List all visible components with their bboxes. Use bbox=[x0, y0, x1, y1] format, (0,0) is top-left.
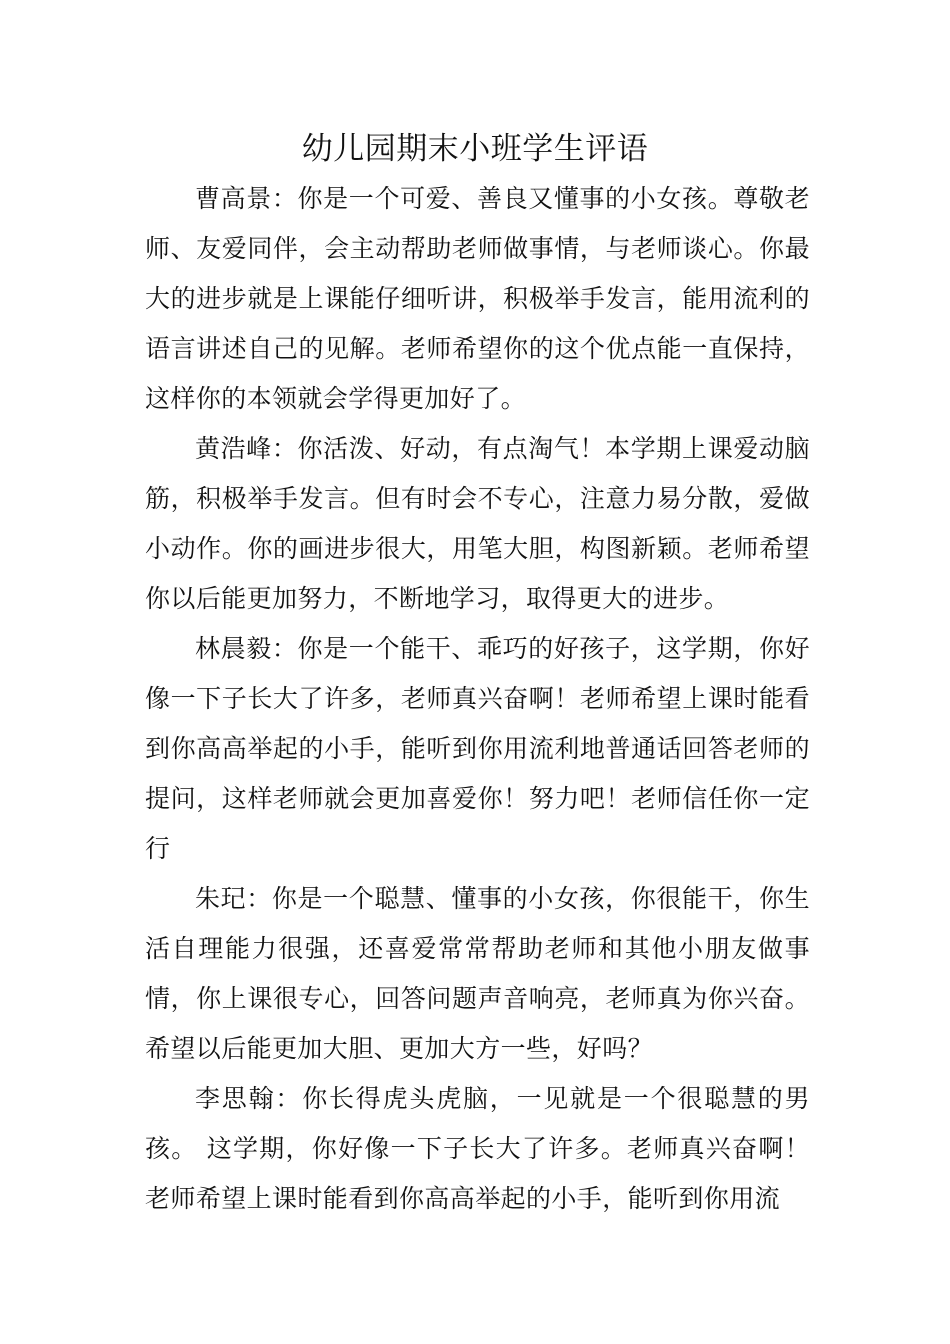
document-title: 幼儿园期末小班学生评语 bbox=[301, 131, 649, 167]
comment-paragraph: 朱玘：你是一个聪慧、懂事的小女孩，你很能干，你生活自理能力很强，还喜爱常常帮助老师和其他小朋友做事情，你上课很专心，回答问题声音响亮，老师真为你兴奋。希望以后能更加大胆、更加大方一些，好吗？ bbox=[145, 884, 810, 1063]
comment-paragraph: 李思翰：你长得虎头虎脑，一见就是一个很聪慧的男孩。 这学期，你好像一下子长大了许多。老师真兴奋啊！老师希望上课时能看到你高高举起的小手，能听到你用流 bbox=[145, 1084, 810, 1213]
comment-paragraph: 林晨毅：你是一个能干、乖巧的好孩子，这学期，你好像一下子长大了许多，老师真兴奋啊！老师希望上课时能看到你高高举起的小手，能听到你用流利地普通话回答老师的提问，这样老师就会更加喜爱你！努力吧！老师信任你一定行 bbox=[145, 634, 810, 863]
document-body bbox=[145, 174, 810, 1224]
comment-paragraph: 黄浩峰：你活泼、好动，有点淘气！本学期上课爱动脑筋，积极举手发言。但有时会不专心，注意力易分散，爱做小动作。你的画进步很大，用笔大胆，构图新颖。老师希望你以后能更加努力，不断地学习，取得更大的进步。 bbox=[145, 434, 810, 613]
comment-paragraph: 曹高景：你是一个可爱、善良又懂事的小女孩。尊敬老师、友爱同伴，会主动帮助老师做事情，与老师谈心。你最大的进步就是上课能仔细听讲，积极举手发言，能用流利的语言讲述自己的见解。老师希望你的这个优点能一直保持，这样你的本领就会学得更加好了。 bbox=[145, 184, 810, 413]
